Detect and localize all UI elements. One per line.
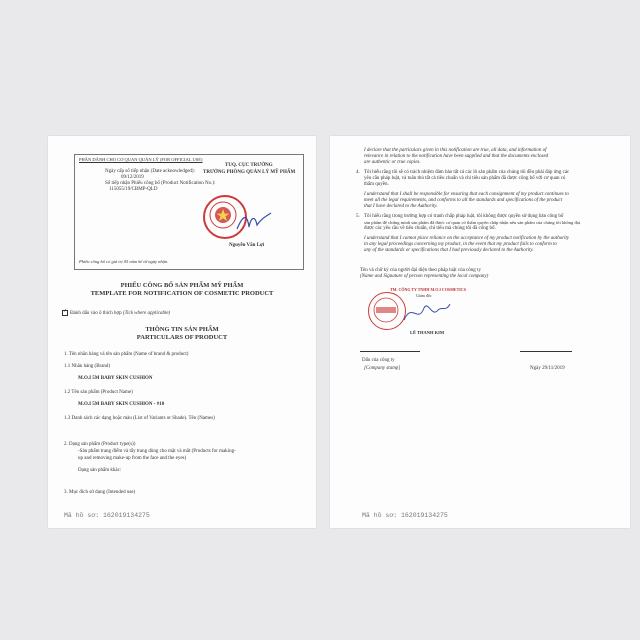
company-seal-sub: Giám đốc xyxy=(416,293,432,298)
validity-note: Phiếu công bố có giá trị 05 năm kể từ ngày nhận. xyxy=(79,259,169,264)
declare-intro-1: I declare that the particulars given in this notification are true, all data, and information of xyxy=(364,148,547,153)
authority-line-1: TUQ. CỤC TRƯỞNG xyxy=(225,163,273,168)
signature-label-vn: Tên và chữ ký của người đại diện theo pháp luật của công ty xyxy=(360,268,481,273)
item-1-1: 1.1 Nhãn hàng (Brand) xyxy=(64,364,111,369)
tick-note: Đánh dấu vào ô thích hợp xyxy=(70,311,122,317)
product-value: M.O.I 5M BABY SKIN CUSHION - #10 xyxy=(78,402,165,407)
footer-code: Mã hồ sơ: 162019134275 xyxy=(64,512,150,519)
company-seal-icon xyxy=(368,292,406,330)
item-2: 2. Dạng sản phẩm (Product type(s)) xyxy=(64,442,136,447)
item-1-2: 1.2 Tên sản phẩm (Product Name) xyxy=(64,390,133,395)
official-signature-icon xyxy=(235,209,275,235)
declare-intro-2: relevance in relation to the notification have been supplied and that the documents enclosed xyxy=(364,154,549,159)
brand-value: M.O.I 5M BABY SKIN CUSHION xyxy=(78,376,153,381)
checkbox-icon: ✓ xyxy=(63,309,68,314)
item-4-vn-1: Tôi hiểu rằng tôi sẽ có trách nhiệm đảm bảo tất cả các lô sản phẩm của chúng tôi đều phải đáp ứng các xyxy=(364,170,570,175)
item-5-number: 5. xyxy=(356,214,360,219)
item-4-vn-3: thẩm quyền. xyxy=(364,182,389,187)
item-5-en-3: any of the standards or specifications that I had previously declared to the Authority. xyxy=(364,248,534,253)
receipt-number-value: 115055/19/CBMP-QLD xyxy=(109,187,158,192)
item-1: 1. Tên nhãn hàng và tên sản phẩm (Name of brand & product) xyxy=(64,352,189,357)
item-2-detail-2: up and removing make-up from the face and the eyes) xyxy=(78,456,187,461)
title-en: TEMPLATE FOR NOTIFICATION OF COSMETIC PRODUCT xyxy=(90,290,274,297)
signature-label-en: (Name and Signature of person representing the local company) xyxy=(360,274,489,279)
item-4-en-2: meet all the legal requirements, and conforms to all the standards and specifications of the product xyxy=(364,198,563,203)
item-5-vn-3: được các yêu cầu về tiêu chuẩn, chỉ tiêu mà chúng tôi đã công bố. xyxy=(364,226,496,231)
declare-intro-3: are authentic or true copies. xyxy=(364,160,421,165)
item-1-3: 1.3 Danh sách các dạng hoặc màu (List of Variants or Shade). Tên (Names) xyxy=(64,416,215,421)
item-5-vn-2: sản phẩm để chứng minh sản phẩm đã được cơ quan có thẩm quyền chấp nhận nếu sản phẩm của chúng tôi không đạt xyxy=(364,220,581,225)
item-2-detail-1: -Sản phẩm trang điểm và tẩy trang dùng cho mặt và mắt (Products for making- xyxy=(78,449,236,454)
authority-line-2: TRƯỞNG PHÒNG QUẢN LÝ MỸ PHẨM xyxy=(203,170,296,175)
item-4-en-1: I understand that I shall be responsible for ensuring that each consignment of my product continues to xyxy=(364,192,569,197)
date-ack-label: Ngày cấp số tiếp nhận (Date acknowledged): xyxy=(105,169,195,174)
official-use-box xyxy=(74,154,304,270)
item-5-en-1: I understand that I cannot place reliance on the acceptance of my product notification by the authority xyxy=(364,236,570,241)
section-title-en: PARTICULARS OF PRODUCT xyxy=(136,334,228,341)
notification-page-2 xyxy=(330,136,630,528)
director-name: LÊ THANH KIM xyxy=(410,330,445,335)
item-2-other: Dạng sản phẩm khác: xyxy=(78,468,122,473)
box-header: PHẦN DÀNH CHO CƠ QUAN QUẢN LÝ (FOR OFFICIAL USE) xyxy=(79,157,203,162)
stamp-label-vn: Dấu của công ty xyxy=(362,358,395,363)
item-4-en-3: that I have declared to the Authority. xyxy=(364,204,438,209)
title-vn: PHIẾU CÔNG BỐ SẢN PHẨM MỸ PHẨM xyxy=(120,282,244,289)
stamp-label-en: [Company stamp] xyxy=(364,366,401,371)
director-signature-icon xyxy=(402,298,452,326)
company-seal-text: TM. CÔNG TY TNHH M.O.I COSMETICS xyxy=(390,287,466,292)
footer-code-2: Mã hồ sơ: 162019134275 xyxy=(362,512,448,519)
item-5-en-2: in any legal proceedings concerning my product, in the event that my product fails to conform to xyxy=(364,242,557,247)
item-3: 3. Mục đích sử dụng (Intended use) xyxy=(64,490,136,495)
item-4-number: 4. xyxy=(356,170,360,175)
item-5-vn-1: Tôi hiểu rằng trong trường hợp có tranh chấp pháp luật, tôi không được quyền sử dụng bản công bố xyxy=(364,214,564,219)
signer-name: Nguyễn Văn Lợi xyxy=(229,243,265,248)
date-ack-value: 09/12/2019 xyxy=(121,175,144,180)
section-title-vn: THÔNG TIN SẢN PHẨM xyxy=(145,326,219,333)
item-4-vn-2: yêu cầu pháp luật, và tuân thủ tất cả tiêu chuẩn và chỉ tiêu sản phẩm đã được công bố với cơ quan có xyxy=(364,176,566,181)
date-value: Ngày 29/11/2019 xyxy=(530,366,565,371)
tick-note-en: (Tick where applicable) xyxy=(122,311,171,317)
notification-page-1 xyxy=(48,136,316,528)
stamp-divider xyxy=(360,351,420,352)
receipt-number-label: Số tiếp nhận Phiếu công bố (Product Notification No.): xyxy=(105,181,216,186)
date-divider xyxy=(520,351,572,352)
tick-row xyxy=(62,310,170,317)
